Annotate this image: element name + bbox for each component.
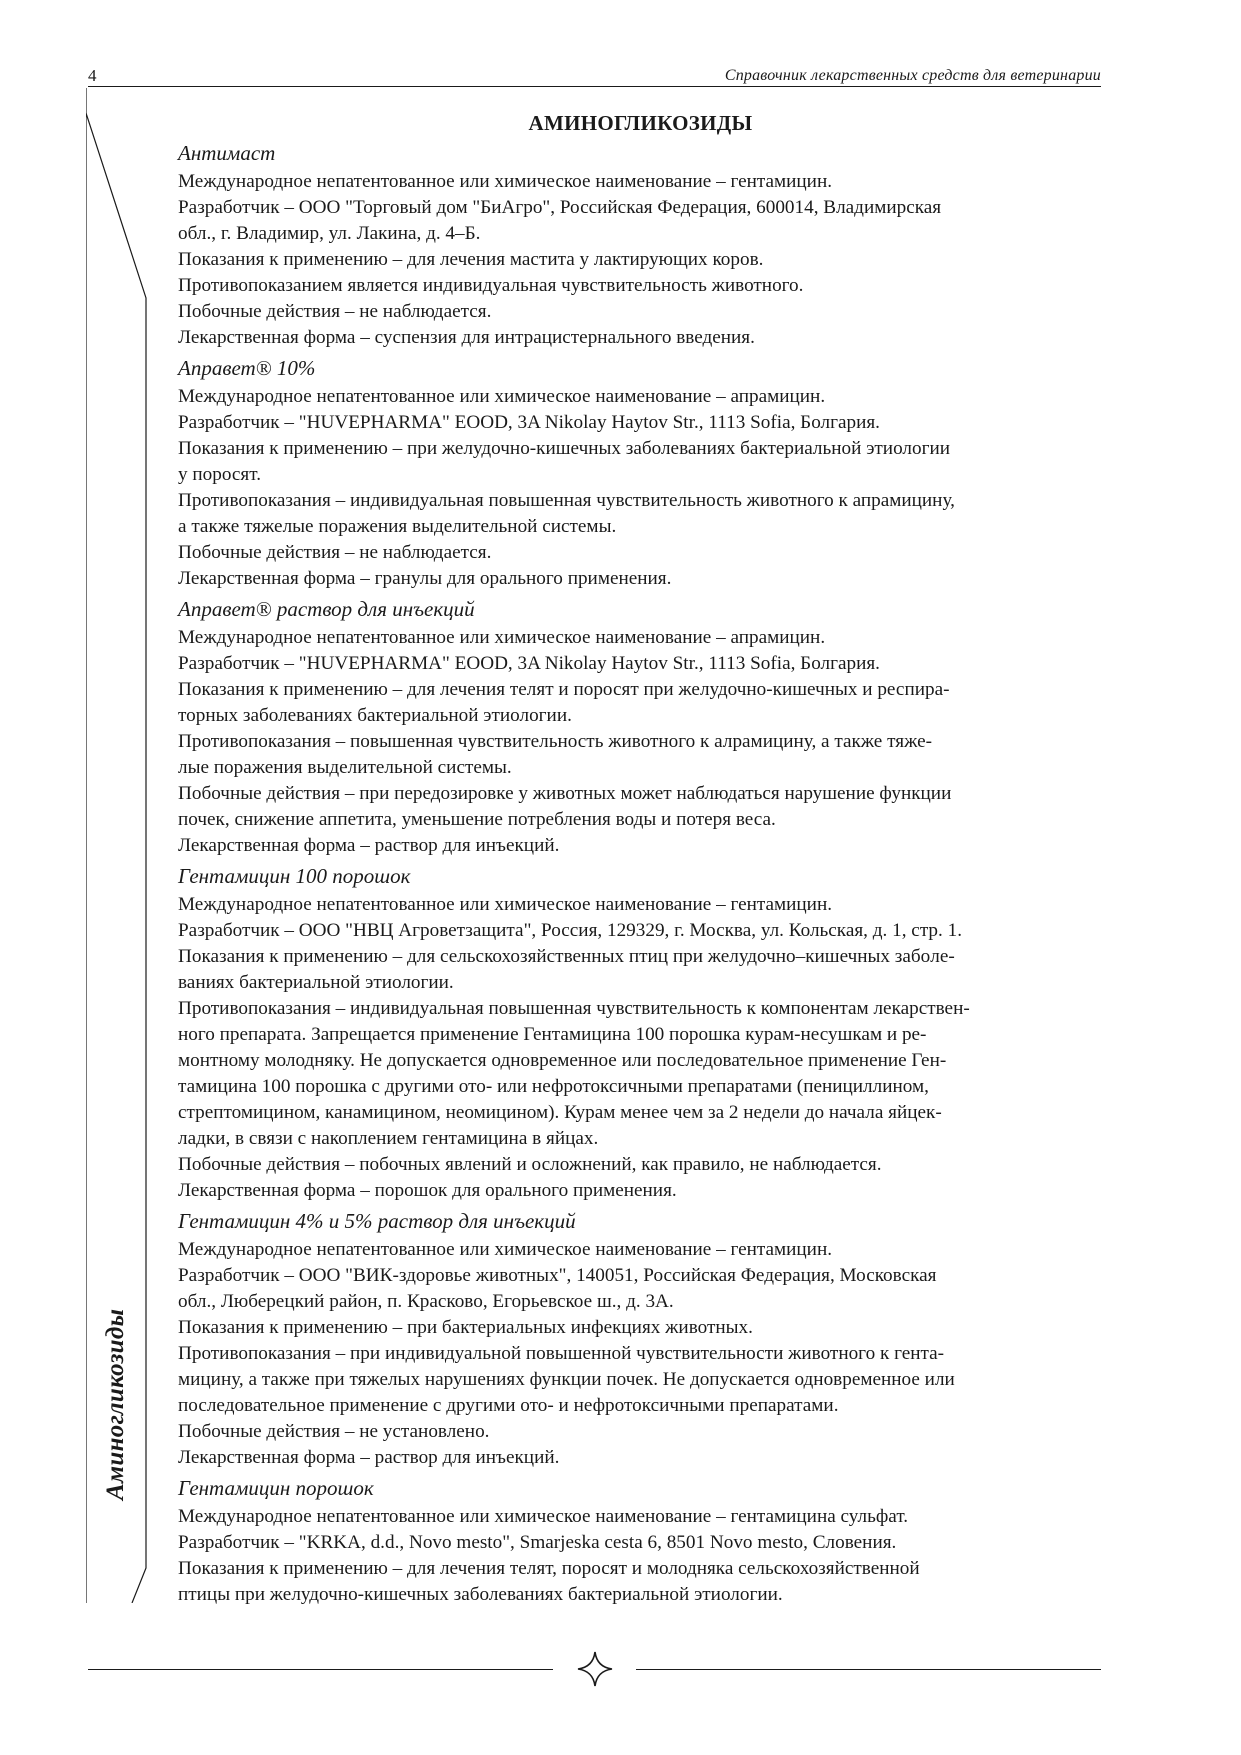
drug-text-line: ваниях бактериальной этиологии.	[178, 972, 454, 993]
footer-rule-left	[88, 1669, 553, 1670]
drug-text-line: Международное непатентованное или химическое наименование – гентамицин.	[178, 1239, 833, 1260]
drug-text-line: Лекарственная форма – суспензия для интрацистернального введения.	[178, 327, 755, 348]
drug-text-line: у поросят.	[178, 464, 261, 485]
drug-text-line: Разработчик – "KRKA, d.d., Novo mesto", Smarjeska cesta 6, 8501 Novo mesto, Словения.	[178, 1532, 897, 1553]
drug-text-line: стрептомицином, канамицином, неомицином). Курам менее чем за 2 недели до начала яйцек-	[178, 1102, 942, 1123]
drug-text-line: Побочные действия – побочных явлений и осложнений, как правило, не наблюдается.	[178, 1154, 882, 1175]
drug-text-line: Побочные действия – не наблюдается.	[178, 542, 492, 563]
drug-text-line: последовательное применение с другими ото- и нефротоксичными препаратами.	[178, 1395, 839, 1416]
drug-text-line: Международное непатентованное или химическое наименование – гентамицина сульфат.	[178, 1506, 909, 1527]
drug-text-line: Лекарственная форма – раствор для инъекций.	[178, 1447, 560, 1468]
drug-text-line: ладки, в связи с накоплением гентамицина в яйцах.	[178, 1128, 599, 1149]
drug-text-line: Противопоказанием является индивидуальная чувствительность животного.	[178, 275, 804, 296]
drug-text-line: торных заболеваниях бактериальной этиологии.	[178, 705, 572, 726]
section-title: АМИНОГЛИКОЗИДЫ	[528, 111, 753, 135]
drug-text-line: ного препарата. Запрещается применение Гентамицина 100 порошка курам-несушкам и ре-	[178, 1024, 927, 1045]
drug-text-line: Показания к применению – при бактериальных инфекциях животных.	[178, 1317, 753, 1338]
drug-text-line: Противопоказания – при индивидуальной повышенной чувствительности животного к гента-	[178, 1343, 945, 1364]
drug-entry	[178, 596, 1103, 859]
drug-entry	[178, 355, 1103, 592]
drug-entry	[178, 140, 1103, 351]
drug-text-line: Разработчик – "HUVEPHARMA" EOOD, 3A Nikolay Haytov Str., 1113 Sofia, Болгария.	[178, 412, 880, 433]
page-number: 4	[88, 66, 97, 85]
drug-text-line: а также тяжелые поражения выделительной системы.	[178, 516, 617, 537]
drug-text-line: Противопоказания – повышенная чувствительность животного к алрамицину, а также тяже-	[178, 731, 932, 752]
drug-text-line: Побочные действия – при передозировке у животных может наблюдаться нарушение функции	[178, 783, 952, 804]
drug-text-line: Лекарственная форма – порошок для орального применения.	[178, 1180, 677, 1201]
running-header: Справочник лекарственных средств для ветеринарии	[724, 67, 1101, 84]
drug-text-line: Разработчик – ООО "ВИК-здоровье животных", 140051, Российская Федерация, Московская	[178, 1265, 937, 1286]
drug-text-line: Лекарственная форма – раствор для инъекций.	[178, 835, 560, 856]
drug-text-line: обл., Люберецкий район, п. Красково, Егорьевское ш., д. 3А.	[178, 1291, 674, 1312]
star-ornament-icon	[577, 1651, 613, 1687]
drug-text-line: обл., г. Владимир, ул. Лакина, д. 4–Б.	[178, 223, 481, 244]
drug-text-line: тамицина 100 порошка с другими ото- или нефротоксичными препаратами (пенициллином,	[178, 1076, 929, 1097]
drug-entry	[178, 1208, 1103, 1471]
drug-text-line: Международное непатентованное или химическое наименование – гентамицин.	[178, 894, 833, 915]
drug-text-line: Противопоказания – индивидуальная повышенная чувствительность к компонентам лекарствен-	[178, 998, 970, 1019]
drug-text-line: Побочные действия – не установлено.	[178, 1421, 490, 1442]
drug-text-line: Показания к применению – для лечения мастита у лактирующих коров.	[178, 249, 764, 270]
drug-name: Гентамицин порошок	[178, 1476, 374, 1500]
drug-text-line: Противопоказания – индивидуальная повышенная чувствительность животного к апрамицину,	[178, 490, 955, 511]
drug-text-line: Международное непатентованное или химическое наименование – гентамицин.	[178, 171, 833, 192]
drug-text-line: Показания к применению – при желудочно-кишечных заболеваниях бактериальной этиологии	[178, 438, 950, 459]
side-tab-label: Аминогликозиды	[102, 1308, 129, 1500]
drug-text-line: Лекарственная форма – гранулы для орального применения.	[178, 568, 672, 589]
drug-text-line: лые поражения выделительной системы.	[178, 757, 512, 778]
drug-text-line: Побочные действия – не наблюдается.	[178, 301, 492, 322]
drug-text-line: Разработчик – ООО "Торговый дом "БиАгро", Российская Федерация, 600014, Владимирская	[178, 197, 942, 218]
drug-entry	[178, 1475, 1103, 1608]
drug-text-line: мицину, а также при тяжелых нарушениях функции почек. Не допускается одновременное или	[178, 1369, 955, 1390]
drug-text-line: Показания к применению – для сельскохозяйственных птиц при желудочно–кишечных забoле-	[178, 946, 955, 967]
drug-name: Гентамицин 100 порошок	[178, 864, 411, 888]
drug-text-line: Международное непатентованное или химическое наименование – апрамицин.	[178, 627, 826, 648]
drug-text-line: птицы при желудочно-кишечных заболеваниях бактериальной этиологии.	[178, 1584, 783, 1605]
drug-text-line: Международное непатентованное или химическое наименование – апрамицин.	[178, 386, 826, 407]
drug-list	[178, 140, 1103, 1608]
document-body	[178, 110, 1103, 1608]
drug-name: Гентамицин 4% и 5% раствор для инъекций	[178, 1209, 576, 1233]
drug-text-line: Показания к применению – для лечения телят и поросят при желудочно-кишечных и респира-	[178, 679, 950, 700]
drug-name: Аправет® раствор для инъекций	[178, 597, 475, 621]
drug-text-line: Разработчик – "HUVEPHARMA" EOOD, 3A Nikolay Haytov Str., 1113 Sofia, Болгария.	[178, 653, 880, 674]
drug-entry	[178, 863, 1103, 1204]
drug-text-line: Показания к применению – для лечения телят, поросят и молодняка сельскохозяйственной	[178, 1558, 920, 1579]
drug-text-line: Разработчик – ООО "НВЦ Агроветзащита", Россия, 129329, г. Москва, ул. Кольская, д. 1, стр. 1.	[178, 920, 963, 941]
header-rule	[88, 86, 1101, 87]
drug-text-line: почек, снижение аппетита, уменьшение потребления воды и потеря веса.	[178, 809, 776, 830]
footer-rule-right	[636, 1669, 1101, 1670]
drug-text-line: монтному молодняку. Не допускается одновременное или последовательное применение Ген-	[178, 1050, 947, 1071]
drug-name: Антимаст	[178, 141, 276, 165]
drug-name: Аправет® 10%	[178, 356, 316, 380]
